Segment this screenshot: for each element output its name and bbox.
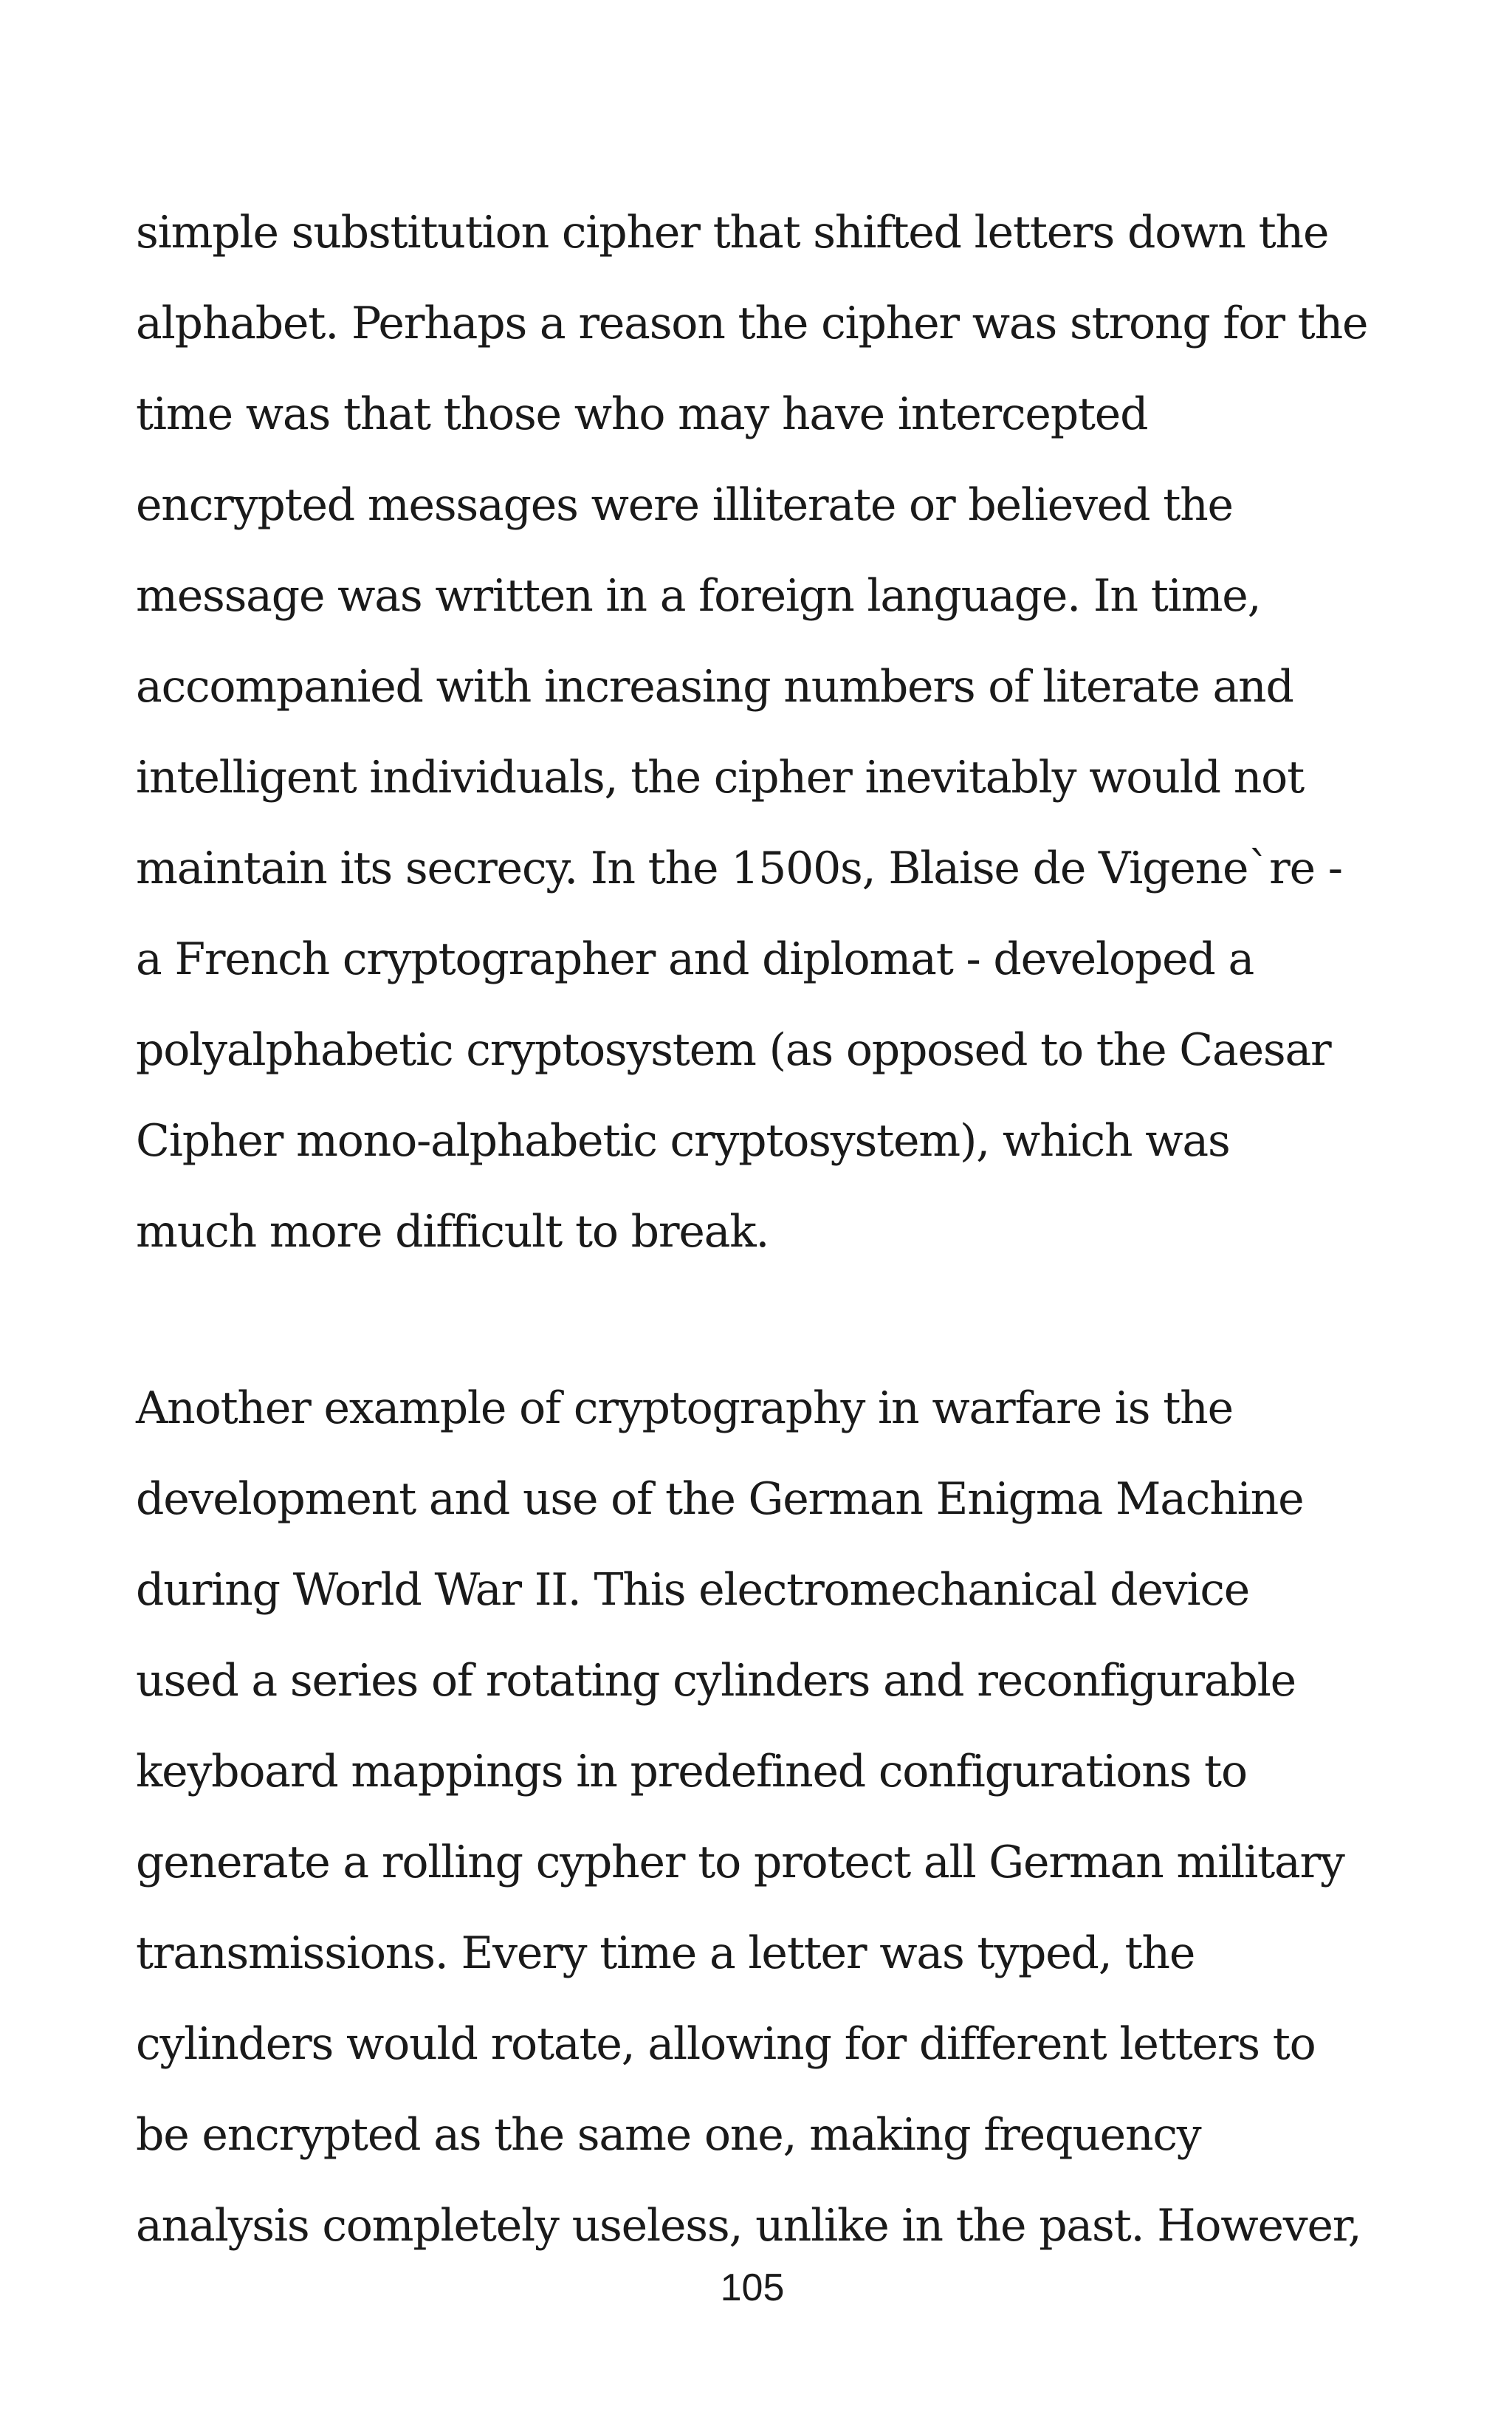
text-line: maintain its secrecy. In the 1500s, Blaise de Vigene`re - xyxy=(136,843,1342,894)
text-line: polyalphabetic cryptosystem (as opposed to the Caesar xyxy=(136,1024,1331,1076)
text-line: much more difficult to break. xyxy=(136,1206,769,1258)
text-line: encrypted messages were illiterate or believed the xyxy=(136,479,1233,531)
text-line: development and use of the German Enigma Machine xyxy=(136,1473,1304,1525)
text-line: accompanied with increasing numbers of literate and xyxy=(136,661,1293,713)
text-line: time was that those who may have intercepted xyxy=(136,388,1148,440)
text-line: simple substitution cipher that shifted letters down the xyxy=(136,207,1329,258)
text-line: used a series of rotating cylinders and reconfigurable xyxy=(136,1655,1296,1707)
page-number: 105 xyxy=(720,2266,785,2309)
text-line: analysis completely useless, unlike in the past. However, xyxy=(136,2200,1361,2252)
text-line: generate a rolling cypher to protect all German military xyxy=(136,1837,1344,1888)
text-line: Cipher mono-alphabetic cryptosystem), which was xyxy=(136,1115,1230,1167)
text-line: a French cryptographer and diplomat - developed a xyxy=(136,933,1254,985)
text-line: cylinders would rotate, allowing for different letters to xyxy=(136,2018,1316,2070)
text-line: message was written in a foreign language. In time, xyxy=(136,570,1261,622)
text-line: Another example of cryptography in warfare is the xyxy=(136,1382,1233,1434)
text-line: transmissions. Every time a letter was typed, the xyxy=(136,1927,1195,1979)
text-line: intelligent individuals, the cipher inevitably would not xyxy=(136,752,1305,803)
text-line: keyboard mappings in predefined configurations to xyxy=(136,1746,1247,1797)
text-line: during World War II. This electromechanical device xyxy=(136,1564,1250,1616)
paragraph-caesar-vigenere xyxy=(136,188,1406,1278)
text-line: be encrypted as the same one, making frequency xyxy=(136,2109,1201,2161)
paragraph-enigma xyxy=(136,1363,1406,2272)
text-line: alphabet. Perhaps a reason the cipher was strong for the xyxy=(136,298,1368,349)
